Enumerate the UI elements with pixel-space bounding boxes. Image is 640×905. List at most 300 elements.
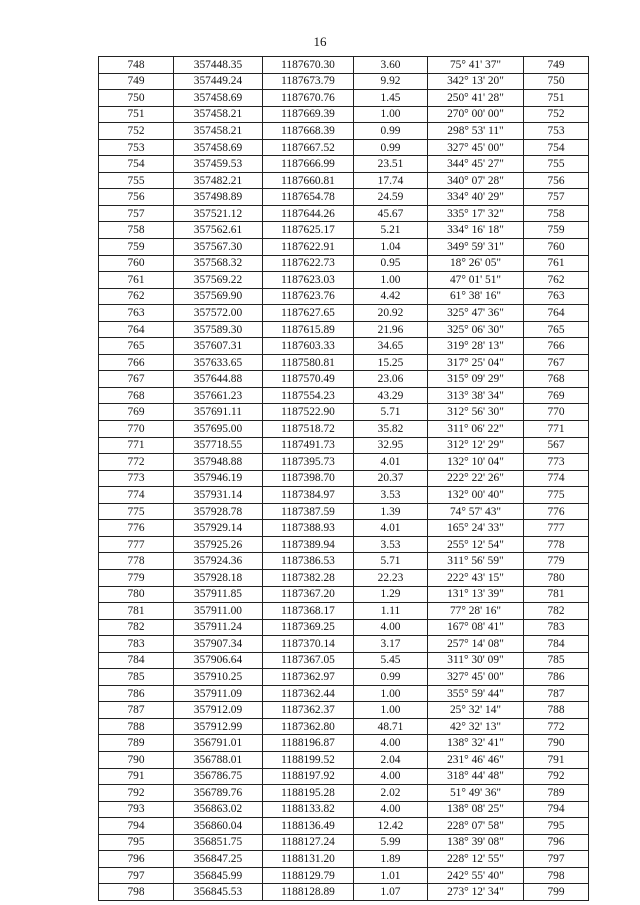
bearing-cell: 138° 32' 41" — [428, 735, 524, 752]
y-coordinate-cell: 1187362.80 — [263, 718, 354, 735]
next-point-cell: 781 — [524, 586, 589, 603]
table-row — [99, 255, 589, 272]
table-row — [99, 354, 589, 371]
table-row — [99, 205, 589, 222]
table-row — [99, 652, 589, 669]
x-coordinate-cell: 357644.88 — [174, 371, 263, 388]
point-number-cell: 766 — [99, 354, 174, 371]
y-coordinate-cell: 1187398.70 — [263, 470, 354, 487]
point-number-cell: 775 — [99, 503, 174, 520]
point-number-cell: 798 — [99, 884, 174, 901]
next-point-cell: 787 — [524, 685, 589, 702]
y-coordinate-cell: 1187580.81 — [263, 354, 354, 371]
x-coordinate-cell: 357661.23 — [174, 387, 263, 404]
next-point-cell: 776 — [524, 503, 589, 520]
point-number-cell: 763 — [99, 305, 174, 322]
next-point-cell: 783 — [524, 619, 589, 636]
distance-cell: 24.59 — [354, 189, 428, 206]
distance-cell: 0.99 — [354, 669, 428, 686]
table-row — [99, 139, 589, 156]
x-coordinate-cell: 357928.18 — [174, 569, 263, 586]
x-coordinate-cell: 357572.00 — [174, 305, 263, 322]
distance-cell: 48.71 — [354, 718, 428, 735]
point-number-cell: 755 — [99, 172, 174, 189]
table-row — [99, 636, 589, 653]
bearing-cell: 47° 01' 51" — [428, 272, 524, 289]
point-number-cell: 749 — [99, 73, 174, 90]
point-number-cell: 779 — [99, 569, 174, 586]
table-row — [99, 437, 589, 454]
next-point-cell: 772 — [524, 718, 589, 735]
point-number-cell: 768 — [99, 387, 174, 404]
bearing-cell: 228° 07' 58" — [428, 818, 524, 835]
bearing-cell: 131° 13' 39" — [428, 586, 524, 603]
x-coordinate-cell: 356847.25 — [174, 851, 263, 868]
next-point-cell: 785 — [524, 652, 589, 669]
y-coordinate-cell: 1187669.39 — [263, 106, 354, 123]
x-coordinate-cell: 356860.04 — [174, 818, 263, 835]
point-number-cell: 797 — [99, 867, 174, 884]
bearing-cell: 231° 46' 46" — [428, 751, 524, 768]
distance-cell: 4.00 — [354, 801, 428, 818]
next-point-cell: 782 — [524, 603, 589, 620]
next-point-cell: 777 — [524, 520, 589, 537]
x-coordinate-cell: 357458.69 — [174, 90, 263, 107]
y-coordinate-cell: 1187384.97 — [263, 487, 354, 504]
y-coordinate-cell: 1187370.14 — [263, 636, 354, 653]
x-coordinate-cell: 356851.75 — [174, 834, 263, 851]
point-number-cell: 793 — [99, 801, 174, 818]
distance-cell: 1.89 — [354, 851, 428, 868]
next-point-cell: 759 — [524, 222, 589, 239]
distance-cell: 45.67 — [354, 205, 428, 222]
x-coordinate-cell: 357695.00 — [174, 421, 263, 438]
distance-cell: 32.95 — [354, 437, 428, 454]
x-coordinate-cell: 357911.00 — [174, 603, 263, 620]
y-coordinate-cell: 1187622.73 — [263, 255, 354, 272]
distance-cell: 1.04 — [354, 239, 428, 256]
point-number-cell: 751 — [99, 106, 174, 123]
distance-cell: 5.45 — [354, 652, 428, 669]
next-point-cell: 770 — [524, 404, 589, 421]
bearing-cell: 344° 45' 27" — [428, 156, 524, 173]
y-coordinate-cell: 1188197.92 — [263, 768, 354, 785]
distance-cell: 1.11 — [354, 603, 428, 620]
point-number-cell: 748 — [99, 57, 174, 74]
point-number-cell: 758 — [99, 222, 174, 239]
distance-cell: 4.00 — [354, 619, 428, 636]
x-coordinate-cell: 357458.21 — [174, 123, 263, 140]
table-row — [99, 487, 589, 504]
x-coordinate-cell: 356789.76 — [174, 785, 263, 802]
y-coordinate-cell: 1187654.78 — [263, 189, 354, 206]
next-point-cell: 760 — [524, 239, 589, 256]
next-point-cell: 789 — [524, 785, 589, 802]
point-number-cell: 796 — [99, 851, 174, 868]
x-coordinate-cell: 357911.85 — [174, 586, 263, 603]
bearing-cell: 132° 00' 40" — [428, 487, 524, 504]
table-row — [99, 801, 589, 818]
x-coordinate-cell: 357567.30 — [174, 239, 263, 256]
bearing-cell: 325° 06' 30" — [428, 321, 524, 338]
next-point-cell: 764 — [524, 305, 589, 322]
bearing-cell: 132° 10' 04" — [428, 454, 524, 471]
x-coordinate-cell: 356788.01 — [174, 751, 263, 768]
y-coordinate-cell: 1187362.97 — [263, 669, 354, 686]
next-point-cell: 769 — [524, 387, 589, 404]
point-number-cell: 788 — [99, 718, 174, 735]
y-coordinate-cell: 1187382.28 — [263, 569, 354, 586]
point-number-cell: 772 — [99, 454, 174, 471]
point-number-cell: 762 — [99, 288, 174, 305]
y-coordinate-cell: 1188131.20 — [263, 851, 354, 868]
x-coordinate-cell: 357562.61 — [174, 222, 263, 239]
y-coordinate-cell: 1187362.37 — [263, 702, 354, 719]
x-coordinate-cell: 357607.31 — [174, 338, 263, 355]
distance-cell: 3.60 — [354, 57, 428, 74]
y-coordinate-cell: 1187389.94 — [263, 536, 354, 553]
next-point-cell: 775 — [524, 487, 589, 504]
point-number-cell: 767 — [99, 371, 174, 388]
next-point-cell: 780 — [524, 569, 589, 586]
distance-cell: 0.99 — [354, 123, 428, 140]
distance-cell: 1.00 — [354, 685, 428, 702]
bearing-cell: 25° 32' 14" — [428, 702, 524, 719]
table-row — [99, 867, 589, 884]
y-coordinate-cell: 1187388.93 — [263, 520, 354, 537]
distance-cell: 17.74 — [354, 172, 428, 189]
next-point-cell: 788 — [524, 702, 589, 719]
point-number-cell: 752 — [99, 123, 174, 140]
bearing-cell: 327° 45' 00" — [428, 669, 524, 686]
y-coordinate-cell: 1187668.39 — [263, 123, 354, 140]
y-coordinate-cell: 1188128.89 — [263, 884, 354, 901]
distance-cell: 34.65 — [354, 338, 428, 355]
y-coordinate-cell: 1187603.33 — [263, 338, 354, 355]
distance-cell: 5.21 — [354, 222, 428, 239]
bearing-cell: 311° 56' 59" — [428, 553, 524, 570]
point-number-cell: 774 — [99, 487, 174, 504]
distance-cell: 1.00 — [354, 272, 428, 289]
bearing-cell: 318° 44' 48" — [428, 768, 524, 785]
point-number-cell: 782 — [99, 619, 174, 636]
distance-cell: 23.06 — [354, 371, 428, 388]
bearing-cell: 255° 12' 54" — [428, 536, 524, 553]
bearing-cell: 311° 30' 09" — [428, 652, 524, 669]
distance-cell: 2.02 — [354, 785, 428, 802]
y-coordinate-cell: 1187367.20 — [263, 586, 354, 603]
y-coordinate-cell: 1187625.17 — [263, 222, 354, 239]
y-coordinate-cell: 1187670.76 — [263, 90, 354, 107]
distance-cell: 12.42 — [354, 818, 428, 835]
point-number-cell: 771 — [99, 437, 174, 454]
bearing-cell: 222° 43' 15" — [428, 569, 524, 586]
next-point-cell: 771 — [524, 421, 589, 438]
y-coordinate-cell: 1188196.87 — [263, 735, 354, 752]
next-point-cell: 767 — [524, 354, 589, 371]
point-number-cell: 773 — [99, 470, 174, 487]
point-number-cell: 754 — [99, 156, 174, 173]
next-point-cell: 798 — [524, 867, 589, 884]
x-coordinate-cell: 356791.01 — [174, 735, 263, 752]
table-row — [99, 371, 589, 388]
point-number-cell: 759 — [99, 239, 174, 256]
distance-cell: 35.82 — [354, 421, 428, 438]
point-number-cell: 789 — [99, 735, 174, 752]
x-coordinate-cell: 357589.30 — [174, 321, 263, 338]
distance-cell: 3.17 — [354, 636, 428, 653]
y-coordinate-cell: 1188127.24 — [263, 834, 354, 851]
y-coordinate-cell: 1187491.73 — [263, 437, 354, 454]
x-coordinate-cell: 357948.88 — [174, 454, 263, 471]
next-point-cell: 766 — [524, 338, 589, 355]
point-number-cell: 786 — [99, 685, 174, 702]
point-number-cell: 783 — [99, 636, 174, 653]
table-row — [99, 73, 589, 90]
x-coordinate-cell: 357931.14 — [174, 487, 263, 504]
table-row — [99, 702, 589, 719]
distance-cell: 4.01 — [354, 520, 428, 537]
point-number-cell: 778 — [99, 553, 174, 570]
x-coordinate-cell: 356863.02 — [174, 801, 263, 818]
x-coordinate-cell: 357459.53 — [174, 156, 263, 173]
point-number-cell: 784 — [99, 652, 174, 669]
x-coordinate-cell: 357946.19 — [174, 470, 263, 487]
point-number-cell: 781 — [99, 603, 174, 620]
x-coordinate-cell: 356845.53 — [174, 884, 263, 901]
y-coordinate-cell: 1188199.52 — [263, 751, 354, 768]
table-row — [99, 768, 589, 785]
distance-cell: 1.39 — [354, 503, 428, 520]
next-point-cell: 749 — [524, 57, 589, 74]
next-point-cell: 751 — [524, 90, 589, 107]
distance-cell: 1.01 — [354, 867, 428, 884]
table-body — [99, 57, 589, 901]
distance-cell: 20.92 — [354, 305, 428, 322]
x-coordinate-cell: 357906.64 — [174, 652, 263, 669]
next-point-cell: 796 — [524, 834, 589, 851]
table-row — [99, 189, 589, 206]
table-row — [99, 272, 589, 289]
bearing-cell: 61° 38' 16" — [428, 288, 524, 305]
y-coordinate-cell: 1187666.99 — [263, 156, 354, 173]
table-row — [99, 603, 589, 620]
bearing-cell: 325° 47' 36" — [428, 305, 524, 322]
next-point-cell: 758 — [524, 205, 589, 222]
bearing-cell: 18° 26' 05" — [428, 255, 524, 272]
point-number-cell: 756 — [99, 189, 174, 206]
x-coordinate-cell: 357458.21 — [174, 106, 263, 123]
y-coordinate-cell: 1188129.79 — [263, 867, 354, 884]
bearing-cell: 349° 59' 31" — [428, 239, 524, 256]
table-row — [99, 156, 589, 173]
distance-cell: 1.07 — [354, 884, 428, 901]
bearing-cell: 298° 53' 11" — [428, 123, 524, 140]
x-coordinate-cell: 356845.99 — [174, 867, 263, 884]
x-coordinate-cell: 357449.24 — [174, 73, 263, 90]
y-coordinate-cell: 1187644.26 — [263, 205, 354, 222]
bearing-cell: 165° 24' 33" — [428, 520, 524, 537]
point-number-cell: 761 — [99, 272, 174, 289]
x-coordinate-cell: 357912.99 — [174, 718, 263, 735]
bearing-cell: 327° 45' 00" — [428, 139, 524, 156]
y-coordinate-cell: 1188136.49 — [263, 818, 354, 835]
next-point-cell: 765 — [524, 321, 589, 338]
table-row — [99, 106, 589, 123]
y-coordinate-cell: 1187387.59 — [263, 503, 354, 520]
x-coordinate-cell: 357929.14 — [174, 520, 263, 537]
distance-cell: 1.45 — [354, 90, 428, 107]
distance-cell: 5.71 — [354, 553, 428, 570]
bearing-cell: 312° 12' 29" — [428, 437, 524, 454]
next-point-cell: 790 — [524, 735, 589, 752]
distance-cell: 0.95 — [354, 255, 428, 272]
next-point-cell: 778 — [524, 536, 589, 553]
next-point-cell: 791 — [524, 751, 589, 768]
bearing-cell: 340° 07' 28" — [428, 172, 524, 189]
distance-cell: 21.96 — [354, 321, 428, 338]
distance-cell: 4.01 — [354, 454, 428, 471]
point-number-cell: 753 — [99, 139, 174, 156]
bearing-cell: 138° 08' 25" — [428, 801, 524, 818]
table-row — [99, 338, 589, 355]
table-row — [99, 586, 589, 603]
table-row — [99, 454, 589, 471]
bearing-cell: 228° 12' 55" — [428, 851, 524, 868]
y-coordinate-cell: 1187362.44 — [263, 685, 354, 702]
distance-cell: 1.29 — [354, 586, 428, 603]
y-coordinate-cell: 1187369.25 — [263, 619, 354, 636]
point-number-cell: 760 — [99, 255, 174, 272]
bearing-cell: 42° 32' 13" — [428, 718, 524, 735]
point-number-cell: 790 — [99, 751, 174, 768]
table-row — [99, 90, 589, 107]
bearing-cell: 250° 41' 28" — [428, 90, 524, 107]
bearing-cell: 75° 41' 37" — [428, 57, 524, 74]
x-coordinate-cell: 357924.36 — [174, 553, 263, 570]
y-coordinate-cell: 1187395.73 — [263, 454, 354, 471]
x-coordinate-cell: 357448.35 — [174, 57, 263, 74]
table-row — [99, 851, 589, 868]
next-point-cell: 784 — [524, 636, 589, 653]
bearing-cell: 317° 25' 04" — [428, 354, 524, 371]
table-row — [99, 834, 589, 851]
next-point-cell: 752 — [524, 106, 589, 123]
y-coordinate-cell: 1188133.82 — [263, 801, 354, 818]
next-point-cell: 797 — [524, 851, 589, 868]
table-row — [99, 404, 589, 421]
y-coordinate-cell: 1187368.17 — [263, 603, 354, 620]
y-coordinate-cell: 1187623.76 — [263, 288, 354, 305]
table-row — [99, 751, 589, 768]
bearing-cell: 312° 56' 30" — [428, 404, 524, 421]
bearing-cell: 77° 28' 16" — [428, 603, 524, 620]
distance-cell: 4.00 — [354, 768, 428, 785]
y-coordinate-cell: 1187522.90 — [263, 404, 354, 421]
bearing-cell: 270° 00' 00" — [428, 106, 524, 123]
next-point-cell: 753 — [524, 123, 589, 140]
x-coordinate-cell: 357912.09 — [174, 702, 263, 719]
table-row — [99, 884, 589, 901]
table-row — [99, 239, 589, 256]
distance-cell: 23.51 — [354, 156, 428, 173]
x-coordinate-cell: 357907.34 — [174, 636, 263, 653]
x-coordinate-cell: 357910.25 — [174, 669, 263, 686]
next-point-cell: 792 — [524, 768, 589, 785]
y-coordinate-cell: 1187623.03 — [263, 272, 354, 289]
x-coordinate-cell: 357521.12 — [174, 205, 263, 222]
next-point-cell: 567 — [524, 437, 589, 454]
distance-cell: 4.42 — [354, 288, 428, 305]
distance-cell: 3.53 — [354, 536, 428, 553]
table-row — [99, 669, 589, 686]
table-row — [99, 222, 589, 239]
bearing-cell: 311° 06' 22" — [428, 421, 524, 438]
next-point-cell: 774 — [524, 470, 589, 487]
y-coordinate-cell: 1187570.49 — [263, 371, 354, 388]
distance-cell: 2.04 — [354, 751, 428, 768]
point-number-cell: 777 — [99, 536, 174, 553]
x-coordinate-cell: 357633.65 — [174, 354, 263, 371]
next-point-cell: 763 — [524, 288, 589, 305]
next-point-cell: 756 — [524, 172, 589, 189]
y-coordinate-cell: 1187660.81 — [263, 172, 354, 189]
table-row — [99, 421, 589, 438]
point-number-cell: 776 — [99, 520, 174, 537]
next-point-cell: 757 — [524, 189, 589, 206]
bearing-cell: 242° 55' 40" — [428, 867, 524, 884]
point-number-cell: 792 — [99, 785, 174, 802]
bearing-cell: 334° 16' 18" — [428, 222, 524, 239]
next-point-cell: 786 — [524, 669, 589, 686]
point-number-cell: 765 — [99, 338, 174, 355]
point-number-cell: 750 — [99, 90, 174, 107]
distance-cell: 1.00 — [354, 702, 428, 719]
distance-cell: 3.53 — [354, 487, 428, 504]
y-coordinate-cell: 1187554.23 — [263, 387, 354, 404]
distance-cell: 1.00 — [354, 106, 428, 123]
point-number-cell: 757 — [99, 205, 174, 222]
table-row — [99, 470, 589, 487]
table-row — [99, 718, 589, 735]
table-row — [99, 520, 589, 537]
distance-cell: 5.71 — [354, 404, 428, 421]
x-coordinate-cell: 357498.89 — [174, 189, 263, 206]
distance-cell: 22.23 — [354, 569, 428, 586]
table-row — [99, 305, 589, 322]
point-number-cell: 785 — [99, 669, 174, 686]
x-coordinate-cell: 357928.78 — [174, 503, 263, 520]
y-coordinate-cell: 1188195.28 — [263, 785, 354, 802]
x-coordinate-cell: 357691.11 — [174, 404, 263, 421]
distance-cell: 4.00 — [354, 735, 428, 752]
x-coordinate-cell: 357911.09 — [174, 685, 263, 702]
x-coordinate-cell: 357569.22 — [174, 272, 263, 289]
point-number-cell: 795 — [99, 834, 174, 851]
table-row — [99, 685, 589, 702]
table-row — [99, 569, 589, 586]
bearing-cell: 315° 09' 29" — [428, 371, 524, 388]
y-coordinate-cell: 1187670.30 — [263, 57, 354, 74]
bearing-cell: 319° 28' 13" — [428, 338, 524, 355]
bearing-cell: 167° 08' 41" — [428, 619, 524, 636]
x-coordinate-cell: 357911.24 — [174, 619, 263, 636]
point-number-cell: 780 — [99, 586, 174, 603]
point-number-cell: 791 — [99, 768, 174, 785]
next-point-cell: 754 — [524, 139, 589, 156]
table-row — [99, 288, 589, 305]
x-coordinate-cell: 357718.55 — [174, 437, 263, 454]
